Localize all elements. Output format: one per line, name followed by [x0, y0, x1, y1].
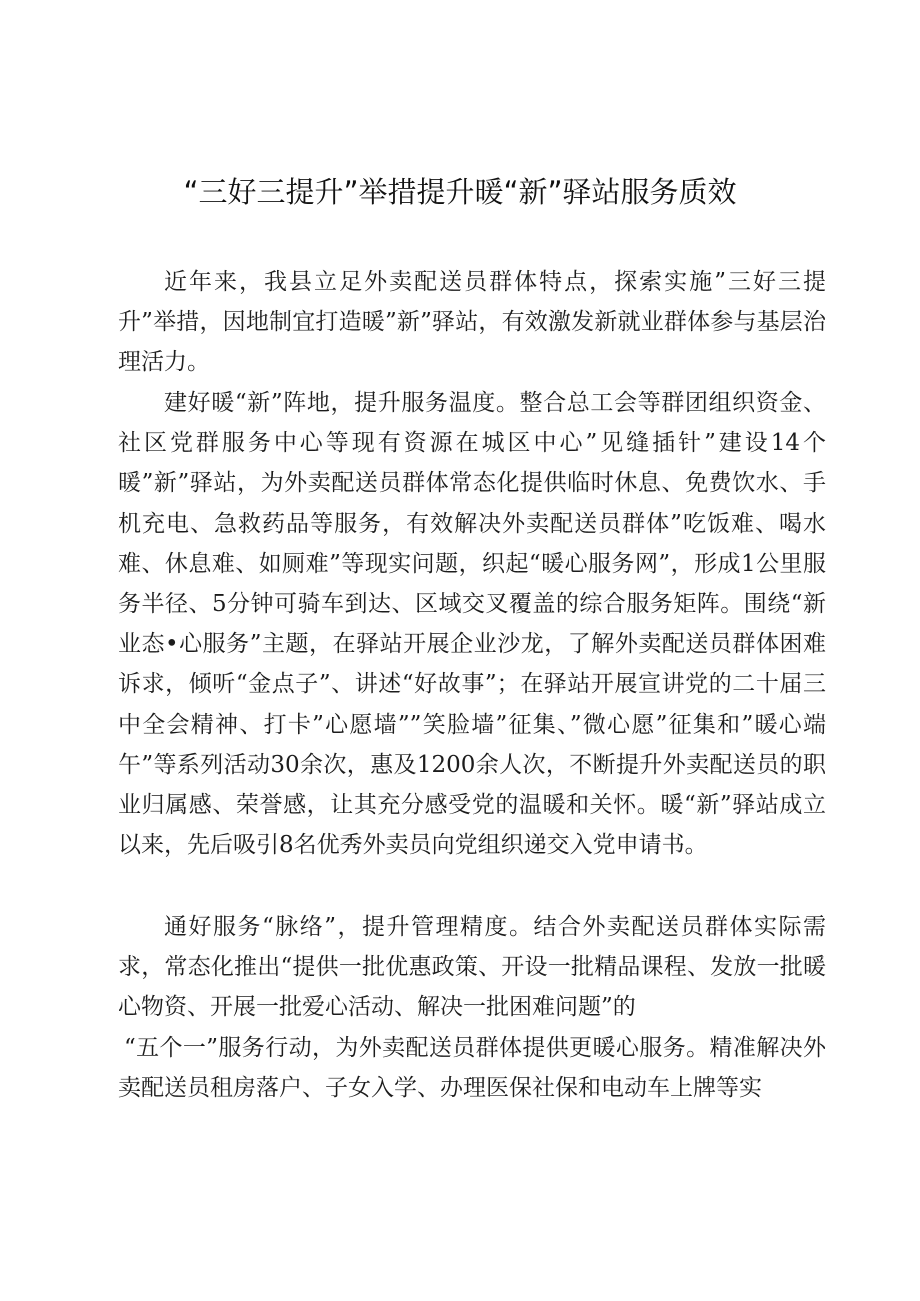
document-title: “三好三提升”举措提升暖“新”驿站服务质效 — [183, 175, 737, 209]
paragraph-five-ones: “五个一”服务行动，为外卖配送员群体提供更暖心服务。精准解决外卖配送员租房落户、子女入学、办理医保社保和电动车上牌等实 — [118, 1035, 826, 1102]
paragraph-service-network: 通好服务“脉络”，提升管理精度。结合外卖配送员群体实际需求，常态化推出“提供一批优惠政策、开设一批精品课程、发放一批暖心物资、开展一批爱心活动、解决一批困难问题”的 — [118, 914, 826, 1021]
paragraph-build-position: 建好暖“新”阵地，提升服务温度。整合总工会等群团组织资金、社区党群服务中心等现有资源在城区中心”见缝插针”建设14个暖”新”驿站，为外卖配送员群体常态化提供临时休息、免费饮水、手机充电、急救药品等服务，有效解决外卖配送员群体”吃饭难、喝水难、休息难、如厕难”等现实问题，织起“暖心服务网”，形成1公里服务半径、5分钟可骑车到达、区域交叉覆盖的综合服务矩阵。围绕“新业态•心服务”主题，在驿站开展企业沙龙，了解外卖配送员群体困难诉求，倾听“金点子”、讲述“好故事”；在驿站开展宣讲党的二十届三中全会精神、打卡”心愿墙””笑脸墙”征集、”微心愿”征集和”暖心端午”等系列活动30余次，惠及1200余人次，不断提升外卖配送员的职业归属感、荣誉感，让其充分感受党的温暖和关怀。暖“新”驿站成立以来，先后吸引8名优秀外卖员向党组织递交入党申请书。 — [118, 390, 826, 859]
paragraph-intro: 近年来，我县立足外卖配送员群体特点，探索实施”三好三提升”举措，因地制宜打造暖”新”驿站，有效激发新就业群体参与基层治理活力。 — [118, 269, 826, 376]
